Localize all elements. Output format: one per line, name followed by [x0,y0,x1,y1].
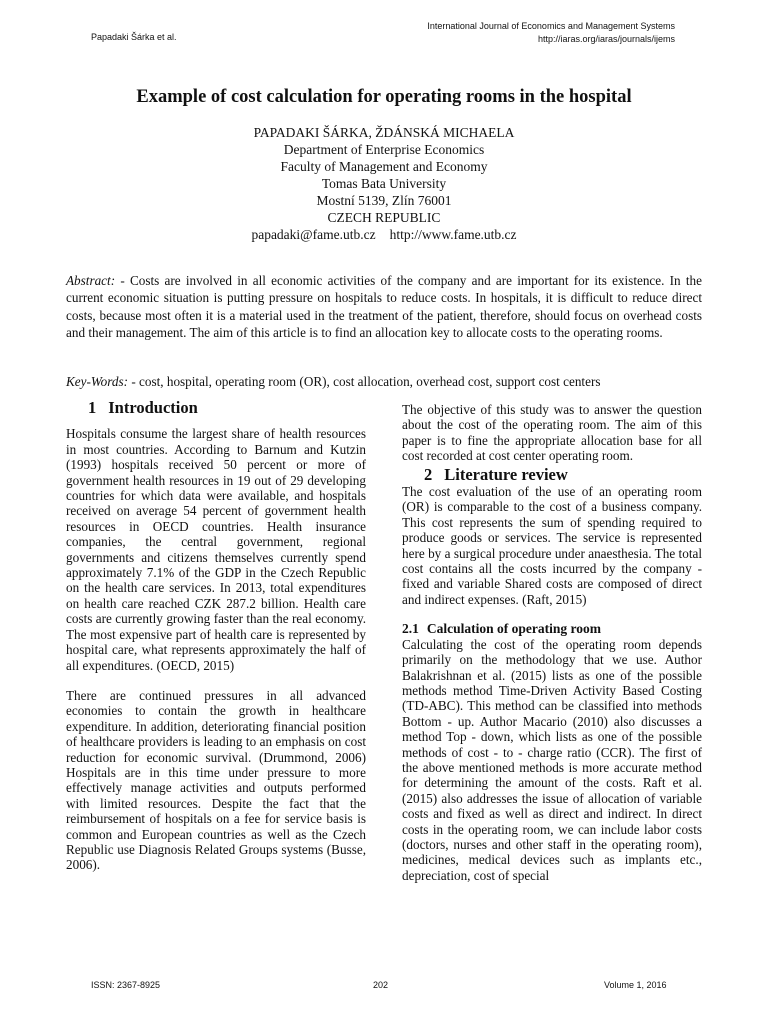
section-heading-introduction [66,400,366,415]
author-names: PAPADAKI ŠÁRKA, ŽDÁNSKÁ MICHAELA [253,125,515,140]
intro-paragraph-1: Hospitals consume the largest share of health resources in most countries. According to Barnum and Kutzin (1993) hospitals received 50 percent or more of government health resources in 19 out of 29 developing countries for which data were available, and hospitals received on average 54 percent of government health resources in OECD countries. Health insurance companies, the central government, regional governments and citizens themselves currently spend approximately 7.1% of the GDP in the Czech Republic on the health care services. In 2013, total expenditures on health care reached CZK 287.2 billion. Health care costs are currently growing faster than the real economy. The most expensive part of health care is represented by hospital care, what represents approximately the half of all expenditures. (OECD, 2015) [66,426,366,673]
author-email[interactable]: papadaki@fame.utb.cz [251,227,376,242]
journal-name: International Journal of Economics and Management Systems [427,21,675,31]
left-column [66,400,366,873]
right-column [402,402,702,883]
author-country: CZECH REPUBLIC [327,210,441,225]
author-faculty: Faculty of Management and Economy [280,159,488,174]
calculation-paragraph: Calculating the cost of the operating room depends primarily on the methodology that we use. Author Balakrishnan et al. (2015) lists as one of the possible methods method Time-Driven Activity Based Costing (TD-ABC). This method can be classified into methods Bottom - up. Author Macario (2010) also discusses a method Top - down, which lists as one of the possible methods of cost - to - charge ratio (CCR). The first of the above mentioned methods is more accurate method for determining the amount of the costs. Raft et al. (2015) also addresses the issue of allocation of variable costs and fixed as well as direct and indirect. In direct costs in the operating room, we can include labor costs (doctors, nurses and other staff in the operating room), medicines, medical devices such as implants etc., depreciation, cost of special [402,636,702,883]
intro-paragraph-2: There are continued pressures in all advanced economies to contain the growth in healthcare expenditure. In addition, deteriorating financial position of healthcare providers is leading to an emphasis on cost reduction for economic survival. (Drummond, 2006) Hospitals are in this time under pressure to more effectively manage activities and outputs performed with limited resources. Despite the fact that the reimbursement of hospitals on a fee for service basis is common and European countries as well as the Czech Republic use Diagnosis Related Groups systems (Busse, 2006). [66,687,366,873]
author-contact [0,226,768,243]
subsection-heading-calculation [402,621,702,636]
paper-title: Example of cost calculation for operating rooms in the hospital [136,87,632,107]
section-title: Literature review [444,464,568,484]
author-university: Tomas Bata University [321,176,447,191]
intro-paragraph-3: The objective of this study was to answer the question about the cost of the operating room. The aim of this paper is to fine the appropriate allocation base for all cost recorded at cost center operating room. [402,402,702,464]
abstract [66,272,702,342]
footer-page-number: 202 [373,980,389,990]
footer-volume: Volume 1, 2016 [604,980,667,990]
journal-url[interactable]: http://iaras.org/iaras/journals/ijems [537,34,675,44]
section-heading-literature-review [402,464,702,484]
section-title: Introduction [108,398,198,417]
literature-paragraph: The cost evaluation of the use of an operating room (OR) is comparable to the cost of a business company. This cost represents the sum of spending required to produce goods or services. The service is represented here by a surgical procedure under anaesthesia. The total cost contains all the costs incurred by the company - fixed and variable Shared costs are composed of direct and indirect expenses. (Raft, 2015) [402,484,702,607]
keywords-text: - cost, hospital, operating room (OR), cost allocation, overhead cost, support cost centers [128,374,601,389]
subsection-number: 2.1 [402,621,419,637]
author-address: Mostní 5139, Zlín 76001 [316,193,452,208]
abstract-label: Abstract: [66,273,116,288]
running-header-journal [390,20,675,46]
author-website[interactable]: http://www.fame.utb.cz [389,227,517,242]
subsection-title: Calculation of operating room [426,621,601,637]
abstract-text: - Costs are involved in all economic activities of the company and are important for its existence. In the current economic situation is putting pressure on hospitals to reduce costs. In hospitals, it is difficult to reduce direct costs, because most often it is a material used in the treatment of the patient, therefore, should focus on overhead costs and their management. The aim of this article is to find an allocation key to allocate costs to the operating rooms. [66,273,702,341]
keywords [66,373,702,390]
keywords-label: Key-Words: [66,374,129,389]
author-department: Department of Enterprise Economics [283,142,485,157]
footer-issn: ISSN: 2367-8925 [91,980,161,990]
running-header-authors: Papadaki Šárka et al. [91,32,177,42]
author-block [0,124,768,243]
section-number: 2 [424,464,433,484]
section-number: 1 [88,398,97,417]
